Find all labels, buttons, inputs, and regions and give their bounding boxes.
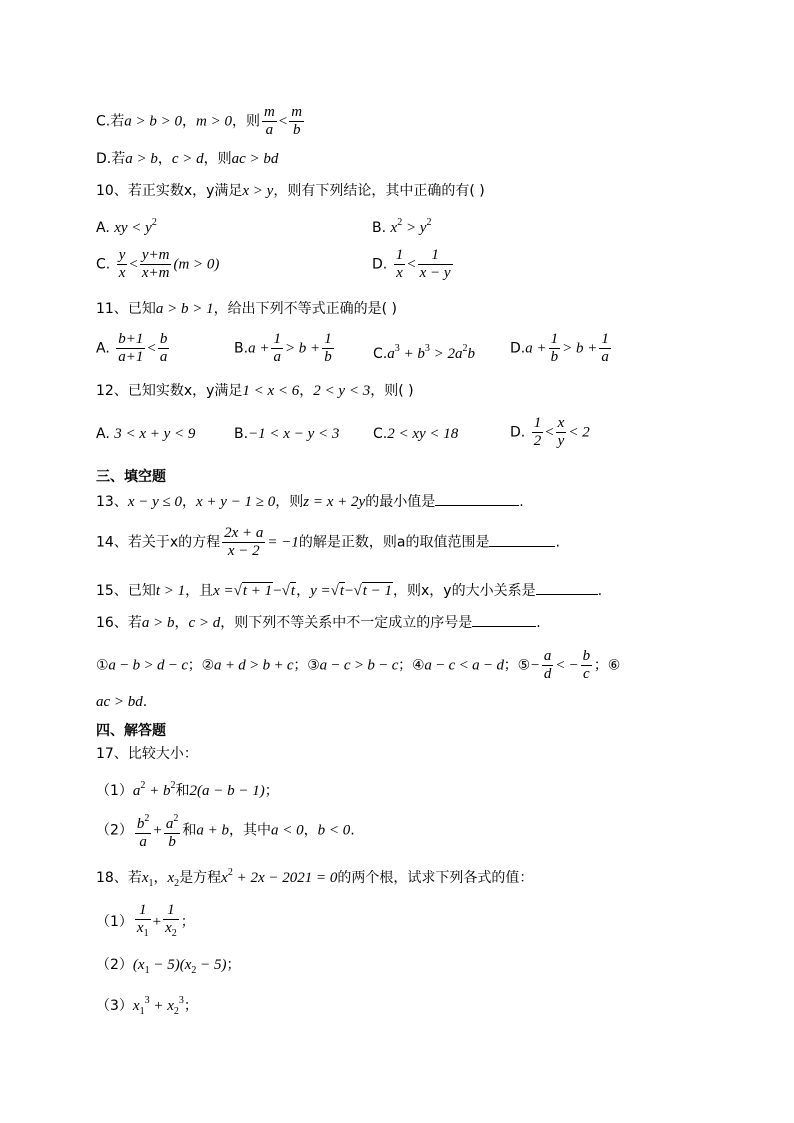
q18-part2: $(2)(x_1 - 5)(x_2 - 5)$； bbox=[96, 957, 241, 976]
fraction: $\frac{a}{d}$ bbox=[543, 648, 552, 682]
fraction: $\frac{y}{x}$ bbox=[118, 247, 126, 281]
fraction: $\frac{b^2}{a}$ bbox=[135, 810, 152, 851]
q11-option-a: A. $\frac{b+1}{a+1}$ < $\frac{b}{a}$ bbox=[96, 331, 168, 365]
q12-option-b: B.−1 < x − y < 3 bbox=[234, 426, 340, 442]
q12-option-c: C.2 < xy < 18 bbox=[373, 426, 459, 442]
fraction: $\frac{1}{a}$ bbox=[273, 331, 281, 365]
q17-stem: 17、比较大小： bbox=[96, 746, 198, 762]
q16-items: ①a − b > d − c；②a + d > b + c；③a − c > b − c；④a − c < a − d；⑤− $\frac{a}{d}$ < − $\frac{b}{c}$ ；⑥ bbox=[96, 648, 621, 682]
fraction: $\frac{1}{x_2}$ bbox=[165, 902, 177, 939]
answer-blank[interactable] bbox=[489, 532, 555, 547]
fraction: $\frac{2x + a}{x - 2}$ bbox=[224, 525, 264, 559]
fraction: $\frac{y+m}{x+m}$ bbox=[141, 247, 170, 281]
q13: 13、x − y ≤ 0，x + y − 1 ≥ 0，则z = x + 2y的最小值是 . bbox=[96, 491, 524, 511]
q11-option-c: $C.a^3 + b^3 > 2a^2b$ bbox=[373, 343, 475, 362]
q18-part1: （1） $\frac{1}{x_1}$ + $\frac{1}{x_2}$ ； bbox=[96, 902, 195, 942]
q16-stem: 16、若a > b，c > d，则下列不等关系中不一定成立的序号是 . bbox=[96, 612, 541, 632]
fraction: $\frac{b}{c}$ bbox=[582, 648, 590, 682]
q12-stem: 12、已知实数x，y满足1 < x < 6，2 < y < 3，则( ) bbox=[96, 383, 414, 399]
fraction: $\frac{1}{x}$ bbox=[395, 247, 404, 281]
answer-blank[interactable] bbox=[472, 612, 536, 627]
section-heading-solve: 四、解答题 bbox=[96, 723, 166, 739]
q17-part1: $(1)a^2 + b^2$和2(a − b − 1)； bbox=[96, 780, 279, 799]
fraction: $\frac{a^2}{b}$ bbox=[164, 810, 181, 851]
answer-blank[interactable] bbox=[536, 580, 598, 595]
q11-stem: 11、已知a > b > 1，给出下列不等式正确的是( ) bbox=[96, 301, 397, 317]
q15: 15、已知t > 1，且x =√t + 1−√t，y =√t−√t − 1，则x，y的大小关系是 . bbox=[96, 580, 602, 600]
q10-option-c: C. $\frac{y}{x}$ < $\frac{y+m}{x+m}$ (m > 0) bbox=[96, 247, 220, 281]
q9-option-d: D.若a > b，c > d，则ac > bd bbox=[96, 151, 279, 167]
q18-stem: 18、若$x_1$，$x_2$是方程$x^2 + 2x - 2021 = 0$的两个根，试求下列各式的值： bbox=[96, 867, 534, 889]
q9-option-c: C.若a > b > 0，m > 0，则 $\frac{m}{a}$ < $\frac{m}{b}$ bbox=[96, 104, 303, 138]
section-heading-fill-in: 三、填空题 bbox=[96, 469, 166, 485]
fraction: $\frac{b}{a}$ bbox=[159, 331, 168, 365]
q10-option-b: B. $x^2 > y^2$ bbox=[372, 217, 432, 236]
fraction: $\frac{m}{a}$ bbox=[263, 104, 275, 138]
q10-stem: 10、若正实数x，y满足x > y，则有下列结论，其中正确的有( ) bbox=[96, 183, 485, 199]
q12-option-a: A. 3 < x + y < 9 bbox=[96, 426, 196, 442]
q12-option-d: D. $\frac{1}{2}$ < $\frac{x}{y}$ < 2 bbox=[510, 415, 590, 449]
fraction: $\frac{1}{2}$ bbox=[533, 415, 542, 449]
fraction: $\frac{m}{b}$ bbox=[291, 104, 303, 138]
fraction: $\frac{1}{b}$ bbox=[324, 331, 332, 365]
fraction: $\frac{1}{x_1}$ bbox=[136, 902, 149, 939]
q17-part2: （2） $\frac{b^2}{a}$ + $\frac{a^2}{b}$ 和a + b，其中a < 0，b < 0. bbox=[96, 810, 355, 851]
fraction: $\frac{b+1}{a+1}$ bbox=[118, 331, 144, 365]
q10-option-d: D. $\frac{1}{x}$ < $\frac{1}{x - y}$ bbox=[372, 247, 451, 281]
fraction: $\frac{1}{b}$ bbox=[550, 331, 559, 365]
q14: 14、若关于x的方程 $\frac{2x + a}{x - 2}$ = −1的解是正数，则a的取值范围是 . bbox=[96, 525, 560, 559]
q18-part3: $(3)x_1^3 + x_2^3$； bbox=[96, 995, 198, 1017]
q10-option-a: A. xy < $y^2$ bbox=[96, 217, 157, 236]
fraction: $\frac{1}{x - y}$ bbox=[419, 247, 451, 281]
fraction: $\frac{x}{y}$ bbox=[557, 415, 565, 449]
fraction: $\frac{1}{a}$ bbox=[601, 331, 609, 365]
q11-option-b: B.a + $\frac{1}{a}$ > b + $\frac{1}{b}$ bbox=[234, 331, 332, 365]
q16-item-6: ac > bd. bbox=[96, 694, 148, 710]
q11-option-d: D.a + $\frac{1}{b}$ > b + $\frac{1}{a}$ bbox=[510, 331, 609, 365]
answer-blank[interactable] bbox=[435, 491, 519, 506]
